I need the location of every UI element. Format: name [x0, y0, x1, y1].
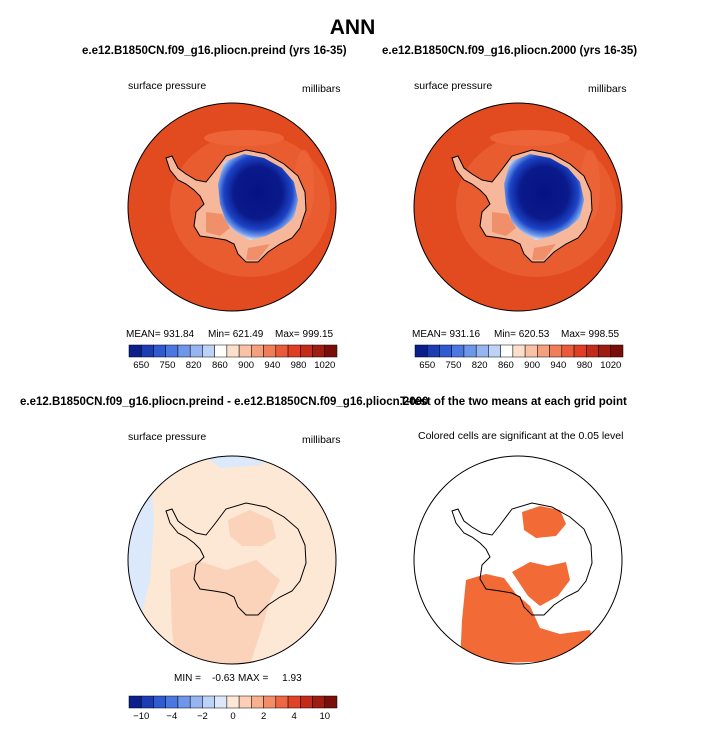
- panel-b-map: [414, 103, 622, 311]
- colorbar-c-swatch: [288, 696, 300, 708]
- colorbar-b-swatch: [476, 345, 488, 357]
- colorbar-b-swatch: [452, 345, 464, 357]
- colorbar-c-swatch: [251, 696, 263, 708]
- panel-c-title: e.e12.B1850CN.f09_g16.pliocn.preind - e.e12.B1850CN.f09_g16.pliocn.2000: [20, 396, 429, 408]
- colorbar-c-tick-label: 2: [260, 711, 267, 722]
- panel-a-title: e.e12.B1850CN.f09_g16.pliocn.preind (yrs 16-35): [82, 45, 347, 57]
- panel-b-units-label: millibars: [588, 83, 627, 95]
- colorbar-a-swatch: [300, 345, 312, 357]
- panel-d-title: T-test of the two means at each grid point: [400, 396, 627, 408]
- colorbar-a-swatch: [227, 345, 239, 357]
- colorbar-c-swatch: [276, 696, 288, 708]
- panel-b-title: e.e12.B1850CN.f09_g16.pliocn.2000 (yrs 16-35): [382, 45, 638, 57]
- colorbar-b-swatch: [562, 345, 574, 357]
- colorbar-a-swatch: [313, 345, 325, 357]
- figure-title: ANN: [329, 16, 376, 39]
- colorbar-c-swatch: [239, 696, 251, 708]
- colorbar-c-swatch: [166, 696, 178, 708]
- colorbar-c-tick-label: 4: [291, 711, 297, 722]
- colorbar-a-swatch: [141, 345, 153, 357]
- colorbar-a-swatch: [129, 345, 141, 357]
- colorbar-b-tick-label: 650: [419, 360, 436, 371]
- panel-c-map: [128, 452, 336, 664]
- colorbar-a-tick-label: 980: [290, 360, 307, 371]
- colorbar-difference: [129, 696, 337, 722]
- colorbar-c-swatch: [178, 696, 190, 708]
- colorbar-a-swatch: [239, 345, 251, 357]
- colorbar-c-tick-label: 10: [319, 711, 331, 722]
- panel-d-map: [414, 456, 622, 664]
- colorbar-b-swatch: [415, 345, 427, 357]
- colorbar-c-swatch: [141, 696, 153, 708]
- panel-a-mean: MEAN= 931.84: [126, 329, 195, 340]
- colorbar-a-swatch: [190, 345, 202, 357]
- panel-c-units-label: millibars: [302, 434, 341, 446]
- colorbar-b-swatch: [488, 345, 500, 357]
- colorbar-b-swatch: [537, 345, 549, 357]
- colorbar-b-swatch: [525, 345, 537, 357]
- colorbar-b-swatch: [464, 345, 476, 357]
- colorbar-c-tick-label: 0: [230, 711, 236, 722]
- colorbar-a-tick-label: 820: [185, 360, 202, 371]
- colorbar-c-swatch: [300, 696, 312, 708]
- colorbar-b-tick-label: 860: [497, 360, 514, 371]
- colorbar-c-swatch: [190, 696, 202, 708]
- colorbar-c-tick-label: −10: [133, 711, 150, 722]
- colorbar-a-swatch: [264, 345, 276, 357]
- panel-c-field-label: surface pressure: [128, 431, 207, 443]
- colorbar-b-swatch: [550, 345, 562, 357]
- panel-a-map: [128, 103, 336, 311]
- panel-a-units-label: millibars: [302, 83, 341, 95]
- colorbar-a-tick-label: 940: [264, 360, 281, 371]
- panel-b-mean: MEAN= 931.16: [412, 329, 481, 340]
- panel-a-max: Max= 999.15: [275, 329, 334, 340]
- panel-c-min: MIN = -0.63: [174, 673, 235, 684]
- colorbar-a-tick-label: 900: [238, 360, 255, 371]
- panel-b-min: Min= 620.53: [494, 329, 550, 340]
- colorbar-b-tick-label: 900: [524, 360, 541, 371]
- colorbar-c-tick-label: −2: [196, 711, 208, 722]
- colorbar-c-swatch: [325, 696, 337, 708]
- colorbar-a-tick-label: 860: [211, 360, 228, 371]
- colorbar-b-tick-label: 820: [471, 360, 488, 371]
- colorbar-panel-b: [415, 345, 623, 371]
- colorbar-a-tick-label: 1020: [314, 360, 336, 371]
- colorbar-b-swatch: [586, 345, 598, 357]
- colorbar-b-swatch: [611, 345, 623, 357]
- colorbar-b-swatch: [501, 345, 513, 357]
- colorbar-a-swatch: [166, 345, 178, 357]
- colorbar-b-swatch: [599, 345, 611, 357]
- colorbar-a-swatch: [202, 345, 214, 357]
- colorbar-c-tick-label: −4: [166, 711, 178, 722]
- panel-c-max: MAX = 1.93: [238, 673, 302, 684]
- colorbar-c-swatch: [227, 696, 239, 708]
- colorbar-c-swatch: [264, 696, 276, 708]
- colorbar-a-swatch: [215, 345, 227, 357]
- colorbar-a-tick-label: 650: [133, 360, 150, 371]
- colorbar-c-swatch: [153, 696, 165, 708]
- panel-b-max: Max= 998.55: [561, 329, 620, 340]
- colorbar-a-swatch: [178, 345, 190, 357]
- colorbar-b-tick-label: 1020: [600, 360, 622, 371]
- colorbar-b-swatch: [513, 345, 525, 357]
- colorbar-panel-a: [129, 345, 337, 371]
- colorbar-b-swatch: [427, 345, 439, 357]
- colorbar-b-swatch: [439, 345, 451, 357]
- colorbar-a-swatch: [288, 345, 300, 357]
- panel-a-field-label: surface pressure: [128, 80, 207, 92]
- colorbar-c-swatch: [129, 696, 141, 708]
- colorbar-b-tick-label: 980: [576, 360, 593, 371]
- colorbar-b-tick-label: 750: [445, 360, 462, 371]
- colorbar-a-swatch: [153, 345, 165, 357]
- colorbar-a-swatch: [325, 345, 337, 357]
- colorbar-c-swatch: [313, 696, 325, 708]
- colorbar-b-tick-label: 940: [550, 360, 567, 371]
- colorbar-a-swatch: [251, 345, 263, 357]
- panel-a-min: Min= 621.49: [208, 329, 264, 340]
- panel-d-subtitle: Colored cells are significant at the 0.05 level: [418, 430, 624, 442]
- colorbar-c-swatch: [202, 696, 214, 708]
- colorbar-a-swatch: [276, 345, 288, 357]
- colorbar-b-swatch: [574, 345, 586, 357]
- colorbar-a-tick-label: 750: [159, 360, 176, 371]
- colorbar-c-swatch: [215, 696, 227, 708]
- panel-b-field-label: surface pressure: [414, 80, 493, 92]
